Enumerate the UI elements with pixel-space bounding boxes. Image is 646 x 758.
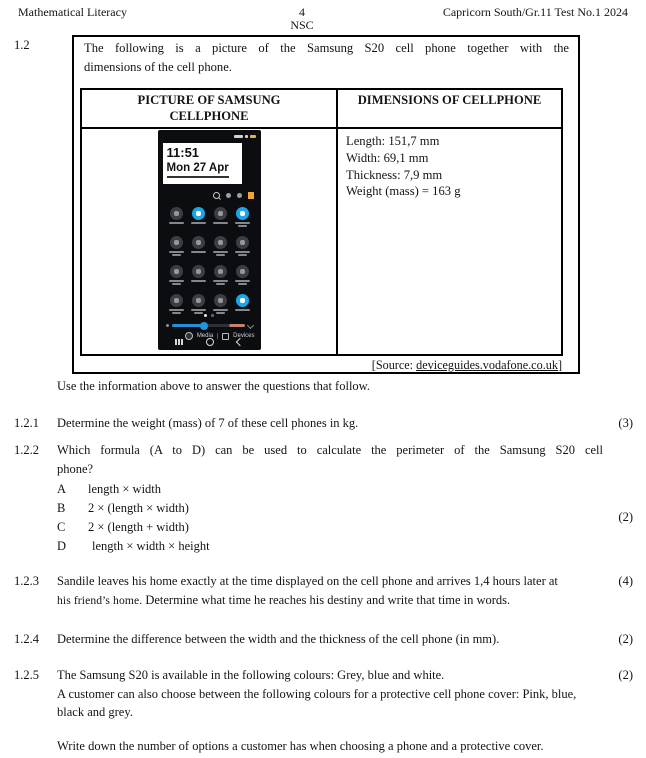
question-1-2-1 [14,414,633,433]
scan-qr-code-toggle-icon [232,265,254,285]
devices-label: Devices [233,332,255,339]
wifi-toggle-icon [166,207,188,227]
question-text: Determine the difference between the width and the thickness of the cell phone (in mm). [57,632,500,646]
question-1-2-2 [14,441,633,556]
source-line: [Source: deviceguides.vodafone.co.uk] [371,358,562,372]
question-text-para2: A customer can also choose between the following colours for a protective cell phone cover: Pink, blue, black and grey. [57,686,577,719]
dimension-weight: Weight (mass) = 163 g [346,184,461,199]
question-text-line2: phone? [57,461,94,476]
mobile-data-toggle-icon [232,207,254,227]
status-text-bar [245,135,248,138]
recents-icon [175,339,183,345]
instruction-text: Use the information above to answer the questions that follow. [57,379,371,393]
search-icon [213,192,220,199]
quick-panel-icons [213,192,254,199]
power-icon [226,193,231,198]
brightness-track [172,324,245,327]
location-toggle-icon [232,294,254,314]
marks-badge: (4) [618,574,633,588]
nav-bar [158,337,261,346]
mobile-hotspot-toggle-icon [188,294,210,314]
option-text: 2 × (length + width) [88,519,189,534]
question-text-line2: his friend’s home. Determine what time he reaches his destiny and write that time in words. [57,592,511,607]
secure-folder-toggle-icon [210,294,232,314]
marks-badge: (2) [618,510,633,524]
flight-mode-toggle-icon [166,236,188,256]
table-header-picture: PICTURE OF SAMSUNG CELLPHONE [82,90,338,129]
source-link[interactable]: deviceguides.vodafone.co.uk [416,358,558,372]
table-cell-picture [82,129,338,354]
question-text-para1: The Samsung S20 is available in the following colours: Grey, blue and white. [57,668,445,682]
chevron-down-icon [246,322,253,329]
question-1-2-3 [14,572,633,610]
dimension-thickness: Thickness: 7,9 mm [346,167,443,182]
clock-date: Mon 27 Apr [167,161,229,178]
option-d [57,537,603,556]
settings-icon [237,193,242,198]
table-cell-dimensions [338,129,561,354]
question-1-2-4 [14,630,633,649]
marks-badge: (2) [618,632,633,646]
clock-widget [163,143,242,184]
question-text-para3: Write down the number of options a customer has when choosing a phone and a protective cover. [57,738,544,753]
phone-info-table [80,88,563,356]
media-label: Media [196,332,214,339]
question-number: 1.2.3 [14,574,39,588]
status-text-bar [234,135,243,138]
question-text: Determine the weight (mass) of 7 of these cell phones in kg. [57,416,359,430]
option-text: length × width [88,481,162,496]
option-list [57,480,603,556]
torch-toggle-icon [188,236,210,256]
clock-time: 11:51 [166,145,200,160]
header-subject-title: Mathematical Literacy [18,5,127,19]
page-dot-active [204,314,207,317]
question-number: 1.2.4 [14,632,39,646]
blue-light-filter-toggle-icon [166,294,188,314]
option-b [57,499,603,518]
link-to-windows-toggle-icon [210,265,232,285]
question-text-line1: Which formula (A to D) can be used to calculate the perimeter of the Samsung S20 cell [57,443,603,457]
header-exam-title: Capricorn South/Gr.11 Test No.1 2024 [442,5,628,19]
option-c [57,518,603,537]
dimension-width: Width: 69,1 mm [346,150,429,165]
brightness-low-icon [166,324,169,327]
wireless-powershare-toggle-icon [232,236,254,256]
home-icon [206,338,214,346]
status-bar [234,135,256,138]
page-dot [211,314,214,317]
wifi-calling-toggle-icon [188,265,210,285]
music-share-toggle-icon [166,265,188,285]
phone-image [158,130,261,350]
question-1-2-box [72,35,580,374]
header-exam-body: NSC [290,18,314,32]
question-1-2-number: 1.2 [14,38,30,52]
page-number: 4 [299,5,305,19]
table-header-dimensions: DIMENSIONS OF CELLPHONE [338,90,561,129]
option-text: length × width × height [92,538,210,553]
battery-icon [250,135,256,138]
marks-badge: (3) [618,416,633,430]
question-number: 1.2.1 [14,416,39,430]
dimension-length: Length: 151,7 mm [346,134,440,148]
option-a [57,480,603,499]
sound-toggle-icon [188,207,210,227]
quick-toggle-grid [166,207,254,314]
option-letter: D [57,538,67,553]
power-mode-toggle-icon [210,236,232,256]
option-letter: A [57,481,67,496]
back-icon [236,337,244,345]
flag-icon [248,192,254,199]
question-number: 1.2.2 [14,443,39,457]
option-letter: C [57,519,66,534]
option-text: 2 × (length × width) [88,500,189,515]
question-1-2-5 [14,666,633,755]
marks-badge: (2) [618,668,633,682]
intro-text-line2: dimensions of the cell phone. [84,60,232,74]
brightness-slider [166,321,253,330]
brightness-thumb [200,322,208,330]
intro-text-line1: The following is a picture of the Samsung S20 cell phone together with the [84,41,569,55]
option-letter: B [57,500,66,515]
page-indicator [158,314,261,317]
bluetooth-toggle-icon [210,207,232,227]
question-number: 1.2.5 [14,668,39,682]
question-text-line1: Sandile leaves his home exactly at the time displayed on the cell phone and arrives 1,4 hours later at [57,574,558,588]
